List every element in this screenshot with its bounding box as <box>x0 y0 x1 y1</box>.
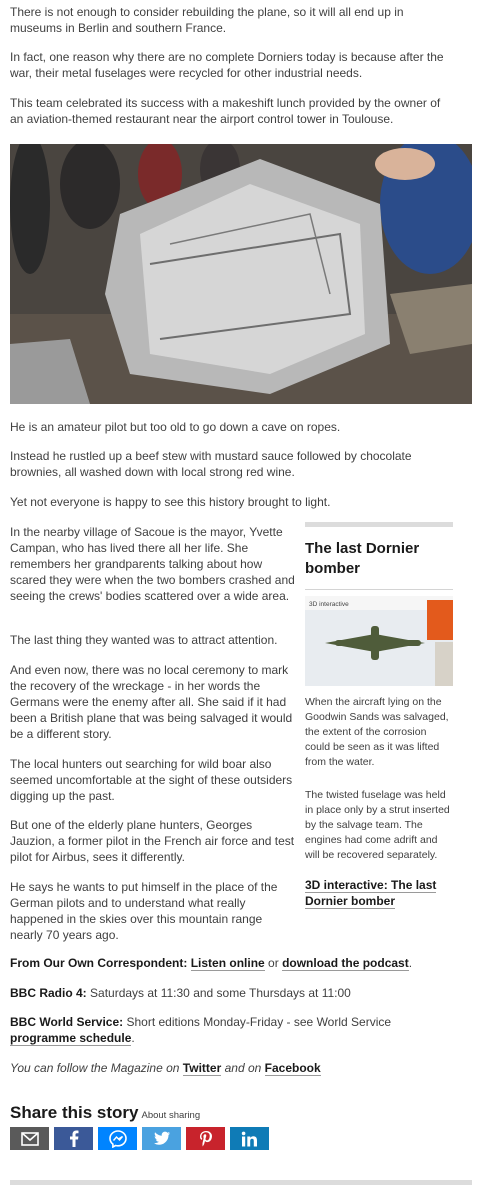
programme-schedule-link[interactable]: programme schedule <box>10 1031 132 1045</box>
share-buttons <box>10 1127 269 1150</box>
article-paragraph: Instead he rustled up a beef stew with mustard sauce followed by chocolate brownies, all washed down with local strong red wine. <box>10 449 412 479</box>
article-paragraph: And even now, there was no local ceremony to mark the recovery of the wreckage - in her words the Germans were the enemy after all. She said if it had been a British plane that was being salvaged it would be a different story. <box>10 663 293 741</box>
download-podcast-link[interactable]: download the podcast <box>282 956 409 970</box>
facebook-link[interactable]: Facebook <box>264 1061 321 1075</box>
email-share-button[interactable] <box>10 1127 49 1150</box>
pinterest-share-button[interactable] <box>186 1127 225 1150</box>
facebook-share-button[interactable] <box>54 1127 93 1150</box>
email-icon <box>21 1132 39 1146</box>
article-paragraph: In fact, one reason why there are no complete Dorniers today is because after the war, their metal fuselages were recycled for other industrial needs. <box>10 50 444 80</box>
listen-online-link[interactable]: Listen online <box>190 956 265 970</box>
wreckage-photo <box>10 144 472 404</box>
period-text: . <box>131 1031 135 1045</box>
sidebar-caption: The twisted fuselage was held in place only by a strut inserted by the salvage team. The engines had come adrift and will be recovered separately. <box>305 789 450 861</box>
related-sidebar <box>305 522 453 909</box>
twitter-share-button[interactable] <box>142 1127 181 1150</box>
section-divider <box>10 1180 472 1185</box>
linkedin-icon <box>241 1131 258 1147</box>
radio4-label: BBC Radio 4: <box>10 986 87 1000</box>
pinterest-icon <box>199 1130 213 1148</box>
twitter-link[interactable]: Twitter <box>182 1061 222 1075</box>
messenger-share-button[interactable] <box>98 1127 137 1150</box>
ws-label: BBC World Service: <box>10 1015 124 1029</box>
fooc-label: From Our Own Correspondent: <box>10 956 188 970</box>
article-paragraph: The local hunters out searching for wild boar also seemed uncomfortable at the sight of these outsiders digging up the past. <box>10 757 293 803</box>
share-heading <box>10 1102 200 1127</box>
article-paragraph: There is not enough to consider rebuilding the plane, so it will all end up in museums in Berlin and southern France. <box>10 5 404 35</box>
radio4-schedule: Saturdays at 11:30 and some Thursdays at 11:00 <box>90 986 351 1000</box>
follow-text: You can follow the Magazine on <box>10 1061 180 1075</box>
messenger-icon <box>109 1130 127 1148</box>
interactive-link[interactable]: 3D interactive: The last Dornier bomber <box>305 878 437 908</box>
article-paragraph: But one of the elderly plane hunters, Georges Jauzion, a former pilot in the French air force and test pilot for Airbus, sees it differently. <box>10 818 295 864</box>
ws-text: Short editions Monday-Friday - see World Service <box>126 1015 392 1029</box>
article-paragraph: Yet not everyone is happy to see this history brought to light. <box>10 495 331 509</box>
facebook-icon <box>69 1130 79 1147</box>
sidebar-title: The last Dornier bomber <box>305 540 420 577</box>
twitter-icon <box>153 1131 171 1146</box>
or-text: or <box>268 956 279 970</box>
article-paragraph: In the nearby village of Sacoue is the mayor, Yvette Campan, who has lived there all her life. She remembers her grandparents talking about how scared they were when the two bombers crashed and seeing the crews' bodies scattered over a wide area. <box>10 525 295 603</box>
follow-line <box>10 1060 450 1076</box>
radio4-line <box>10 985 450 1001</box>
thumb-label: 3D interactive <box>309 601 349 608</box>
article-paragraph: This team celebrated its success with a makeshift lunch provided by the owner of an aviation-themed restaurant near the airport control tower in Toulouse. <box>10 96 441 126</box>
article-paragraph: He is an amateur pilot but too old to go down a cave on ropes. <box>10 420 341 434</box>
article-paragraph: He says he wants to put himself in the place of the German pilots and to understand what really happened in the skies over this mountain range nearly 70 years ago. <box>10 880 278 942</box>
world-service-line <box>10 1014 450 1046</box>
share-title: Share this story <box>10 1103 139 1122</box>
fooc-line <box>10 955 450 971</box>
and-on-text: and on <box>224 1061 262 1075</box>
interactive-thumbnail[interactable] <box>305 589 453 685</box>
period-text: . <box>408 956 413 970</box>
linkedin-share-button[interactable] <box>230 1127 269 1150</box>
about-sharing-link[interactable]: About sharing <box>141 1110 201 1121</box>
sidebar-caption: When the aircraft lying on the Goodwin Sands was salvaged, the extent of the corrosion could be seen as it was lifted from the water. <box>305 696 449 768</box>
article-paragraph: The last thing they wanted was to attract attention. <box>10 633 278 647</box>
